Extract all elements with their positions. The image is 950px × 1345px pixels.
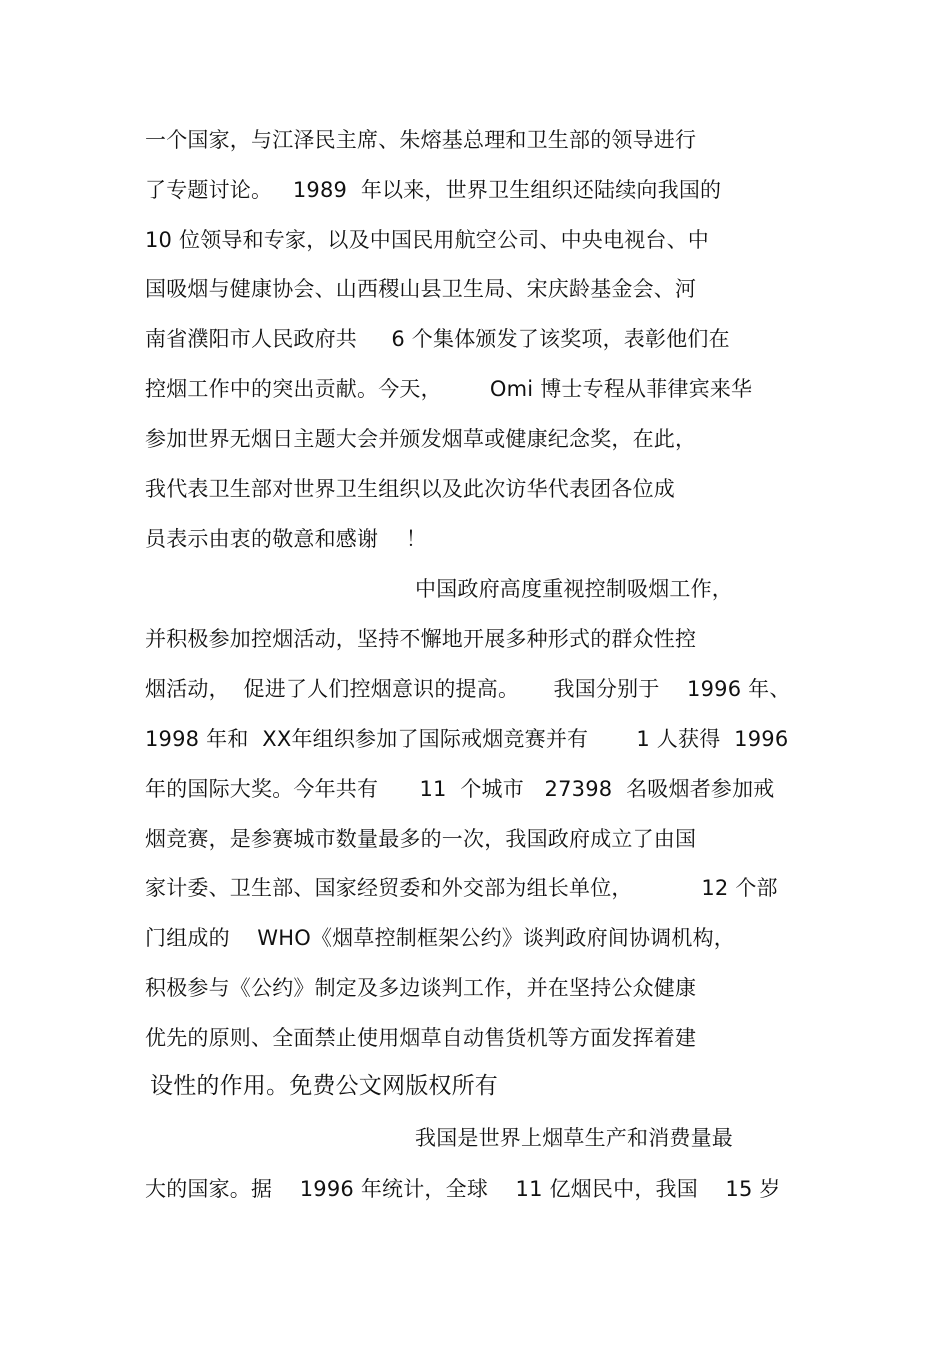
text-line: 10 位领导和专家，以及中国民用航空公司、中央电视台、中 (145, 228, 709, 252)
text-line: 积极参与《公约》制定及多边谈判工作，并在坚持公众健康 (145, 976, 697, 1000)
copyright-line: 设性的作用。免费公文网版权所有 (150, 1073, 498, 1099)
text-line: 国吸烟与健康协会、山西稷山县卫生局、宋庆龄基金会、河 (145, 277, 697, 301)
text-line: 南省濮阳市人民政府共 6 个集体颁发了该奖项，表彰他们在 (145, 327, 730, 351)
text-line: 并积极参加控烟活动，坚持不懈地开展多种形式的群众性控 (145, 627, 697, 651)
text-line: 参加世界无烟日主题大会并颁发烟草或健康纪念奖，在此， (145, 427, 697, 451)
text-line: 我代表卫生部对世界卫生组织以及此次访华代表团各位成 (145, 477, 675, 501)
text-line: 控烟工作中的突出贡献。今天， Omi 博士专程从菲律宾来华 (145, 377, 753, 401)
text-line: 家计委、卫生部、国家经贸委和外交部为组长单位， 12 个部 (145, 876, 778, 900)
text-line: 大的国家。据 1996 年统计，全球 11 亿烟民中，我国 15 岁 (145, 1177, 781, 1201)
text-line: 门组成的 WHO《烟草控制框架公约》谈判政府间协调机构， (145, 926, 735, 950)
text-line: 烟竞赛，是参赛城市数量最多的一次，我国政府成立了由国 (145, 827, 697, 851)
text-line: 烟活动， 促进了人们控烟意识的提高。 我国分别于 1996 年、 (145, 677, 791, 701)
text-line: 了专题讨论。 1989 年以来，世界卫生组织还陆续向我国的 (145, 178, 722, 202)
text-line: 员表示由衷的敬意和感谢 ！ (145, 527, 427, 551)
paragraph-start-line: 我国是世界上烟草生产和消费量最 (415, 1126, 733, 1150)
text-line: 1998 年和 XX年组织参加了国际戒烟竞赛并有 1 人获得 1996 (145, 727, 789, 751)
paragraph-start-line: 中国政府高度重视控制吸烟工作， (415, 577, 733, 601)
text-line: 年的国际大奖。今年共有 11 个城市 27398 名吸烟者参加戒 (145, 777, 775, 801)
text-line: 一个国家，与江泽民主席、朱熔基总理和卫生部的领导进行 (145, 128, 697, 152)
text-line: 优先的原则、全面禁止使用烟草自动售货机等方面发挥着建 (145, 1026, 697, 1050)
